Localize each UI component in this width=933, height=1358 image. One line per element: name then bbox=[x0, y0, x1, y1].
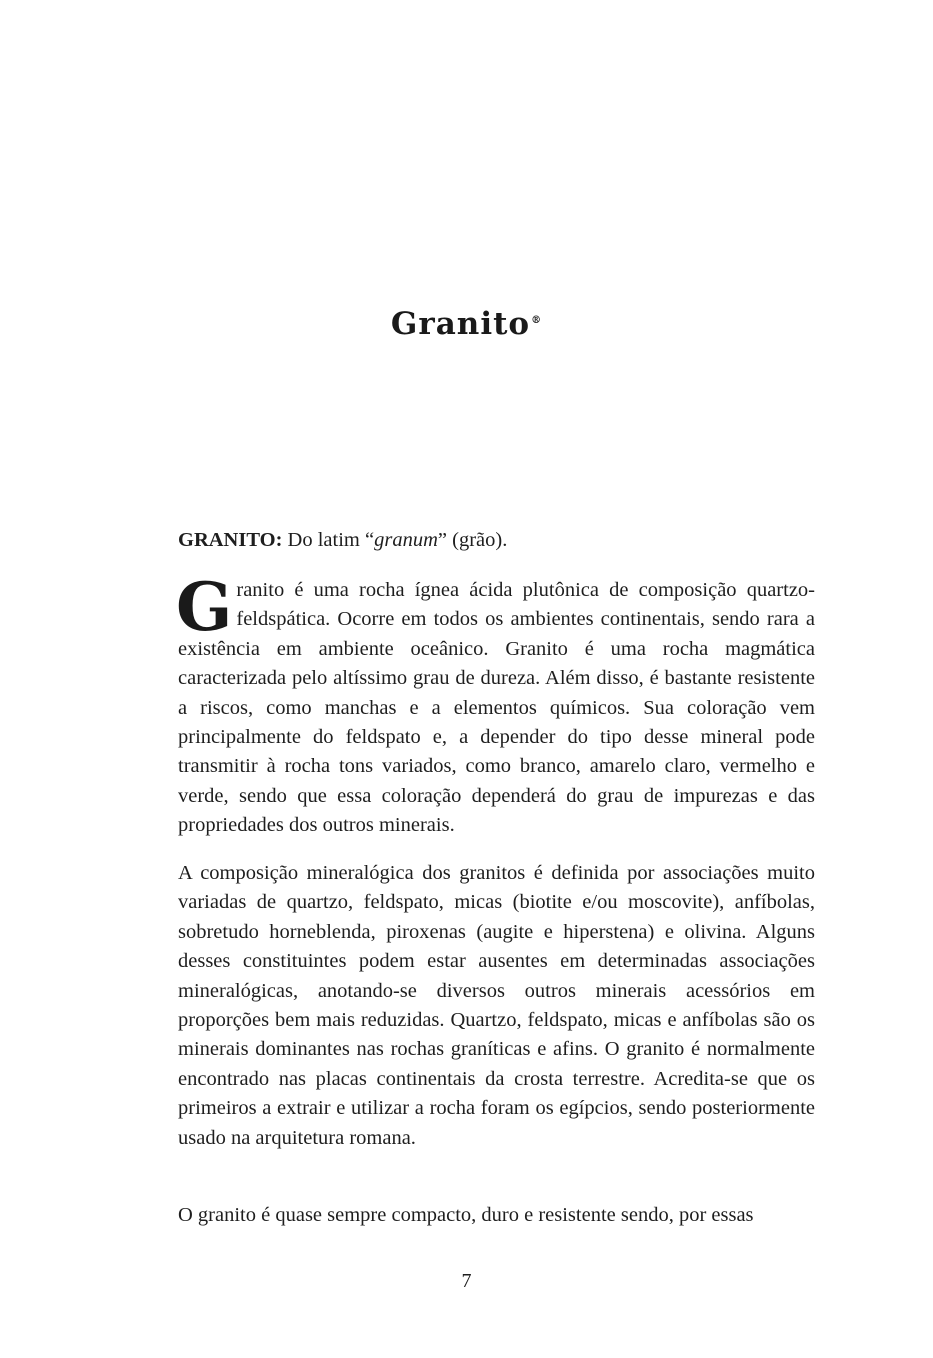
etymology-line bbox=[178, 526, 815, 555]
paragraph-1-text: ranito é uma rocha ígnea ácida plutônica de composição quartzo-feldspática. Ocorre em todos os ambientes continentais, sendo rara a existência em ambiente oceânico. Granito é uma rocha magmática caracterizada pelo altíssimo grau de dureza. Além disso, é bastante resistente a riscos, como manchas e a elementos químicos. Sua coloração vem principalmente do feldspato e, a depender do tipo desse mineral pode transmitir à rocha tons variados, como branco, amarelo claro, vermelho e verde, sendo que essa coloração dependerá do grau de impurezas e das propriedades dos outros minerais. bbox=[178, 579, 815, 837]
title-text: Granito bbox=[390, 306, 531, 342]
drop-cap-letter: G bbox=[176, 568, 233, 646]
latin-word: granum bbox=[374, 529, 438, 551]
paragraph-2: A composição mineralógica dos granitos é definida por associações muito variadas de quartzo, feldspato, micas (biotite e/ou moscovite), anfíbolas, sobretudo horneblenda, piroxenas (augite e hiperstena) e olivina. Alguns desses constituintes podem estar ausentes em determinadas associações mineralógicas, anotando-se diversos outros minerais acessórios em proporções bem mais reduzidas. Quartzo, feldspato, micas e anfíbolas são os minerais dominantes nas rochas graníticas e afins. O granito é normalmente encontrado nas placas continentais da crosta terrestre. Acredita-se que os primeiros a extrair e utilizar a rocha foram os egípcios, sendo posteriormente usado na arquitetura romana. bbox=[178, 862, 815, 1149]
registered-mark: ® bbox=[531, 314, 543, 326]
page-number: 7 bbox=[461, 1270, 472, 1292]
paragraph-1 bbox=[176, 568, 815, 841]
etymology-text-after: ” (grão). bbox=[437, 529, 508, 551]
etymology-text-before: Do latim “ bbox=[282, 529, 375, 551]
paragraph-3: O granito é quase sempre compacto, duro e resistente sendo, por essas bbox=[178, 1204, 754, 1226]
page-title bbox=[0, 306, 933, 342]
etymology-term: GRANITO: bbox=[178, 529, 283, 551]
